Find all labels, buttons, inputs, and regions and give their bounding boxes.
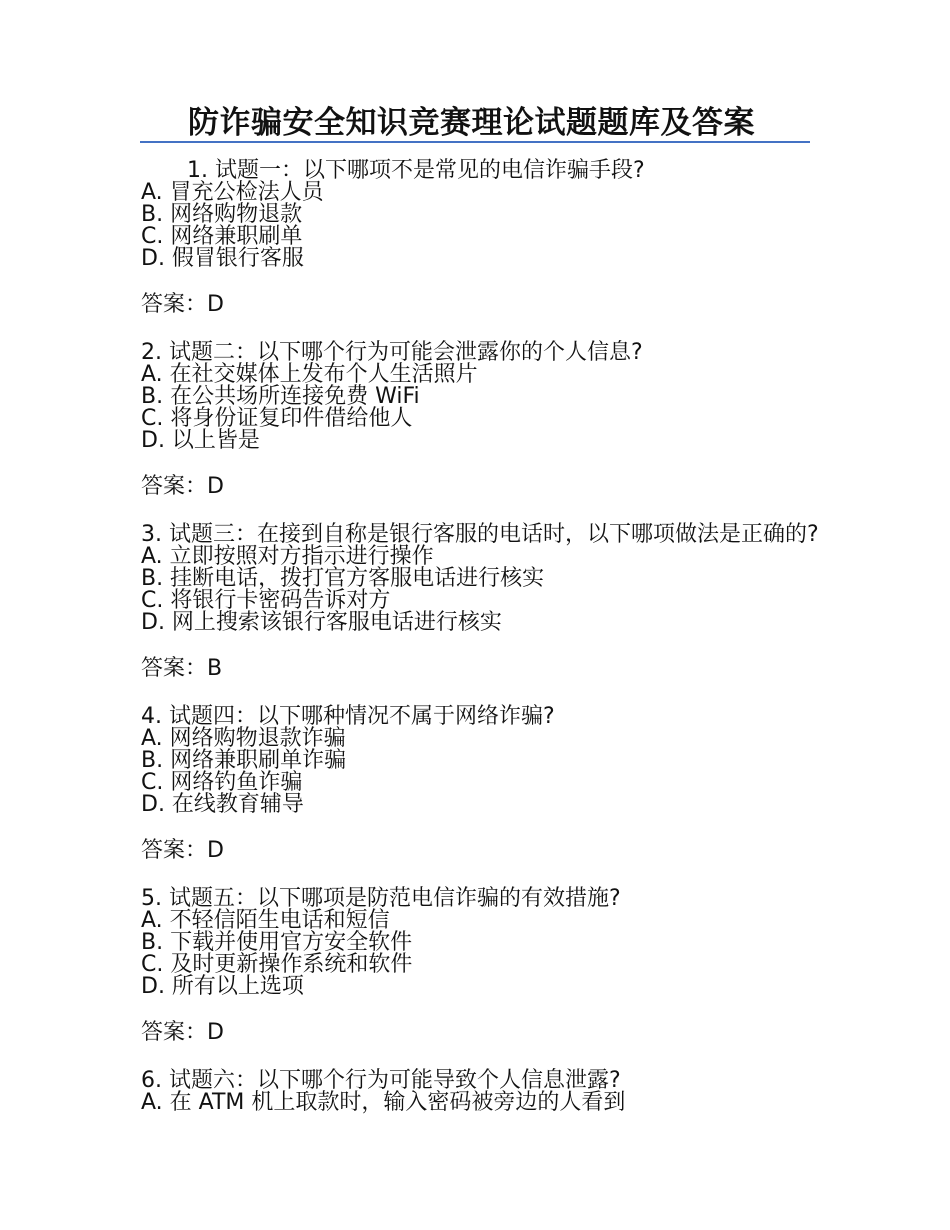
question-4 — [141, 706, 821, 816]
answer: 答案：B — [141, 656, 223, 681]
option-d: D. 网上搜索该银行客服电话进行核实 — [141, 610, 502, 635]
option-c: C. 及时更新操作系统和软件 — [141, 952, 413, 977]
question-title: 1. 试题一：以下哪项不是常见的电信诈骗手段? — [187, 158, 645, 183]
option-b: B. 下载并使用官方安全软件 — [141, 930, 413, 955]
option-a: A. 在 ATM 机上取款时，输入密码被旁边的人看到 — [141, 1090, 626, 1115]
question-5 — [141, 888, 821, 998]
answer: 答案：D — [141, 292, 224, 317]
option-c: C. 将银行卡密码告诉对方 — [141, 588, 391, 613]
option-a: A. 冒充公检法人员 — [141, 180, 324, 205]
question-title: 2. 试题二：以下哪个行为可能会泄露你的个人信息? — [141, 340, 643, 365]
option-d: D. 以上皆是 — [141, 428, 260, 453]
option-d: D. 在线教育辅导 — [141, 792, 304, 817]
question-title: 4. 试题四：以下哪种情况不属于网络诈骗? — [141, 704, 555, 729]
option-c: C. 网络兼职刷单 — [141, 224, 303, 249]
question-list — [141, 160, 821, 1114]
title-block — [140, 104, 810, 142]
option-b: B. 网络购物退款 — [141, 202, 303, 227]
option-a: A. 不轻信陌生电话和短信 — [141, 908, 390, 933]
option-a: A. 在社交媒体上发布个人生活照片 — [141, 362, 478, 387]
question-2 — [141, 342, 821, 452]
option-c: C. 将身份证复印件借给他人 — [141, 406, 413, 431]
option-b: B. 在公共场所连接免费 WiFi — [141, 384, 420, 409]
option-b: B. 挂断电话，拨打官方客服电话进行核实 — [141, 566, 545, 591]
question-title: 3. 试题三：在接到自称是银行客服的电话时，以下哪项做法是正确的? — [141, 522, 819, 547]
answer: 答案：D — [141, 474, 224, 499]
question-1 — [141, 160, 821, 270]
answer: 答案：D — [141, 838, 224, 863]
question-6 — [141, 1070, 821, 1114]
question-title: 5. 试题五：以下哪项是防范电信诈骗的有效措施? — [141, 886, 621, 911]
question-title: 6. 试题六：以下哪个行为可能导致个人信息泄露? — [141, 1068, 621, 1093]
option-d: D. 假冒银行客服 — [141, 246, 304, 271]
answer: 答案：D — [141, 1020, 224, 1045]
question-3 — [141, 524, 821, 634]
document-title: 防诈骗安全知识竞赛理论试题题库及答案 — [188, 105, 755, 141]
option-a: A. 网络购物退款诈骗 — [141, 726, 346, 751]
option-a: A. 立即按照对方指示进行操作 — [141, 544, 434, 569]
title-underline — [140, 141, 810, 143]
option-c: C. 网络钓鱼诈骗 — [141, 770, 303, 795]
option-b: B. 网络兼职刷单诈骗 — [141, 748, 347, 773]
option-d: D. 所有以上选项 — [141, 974, 304, 999]
